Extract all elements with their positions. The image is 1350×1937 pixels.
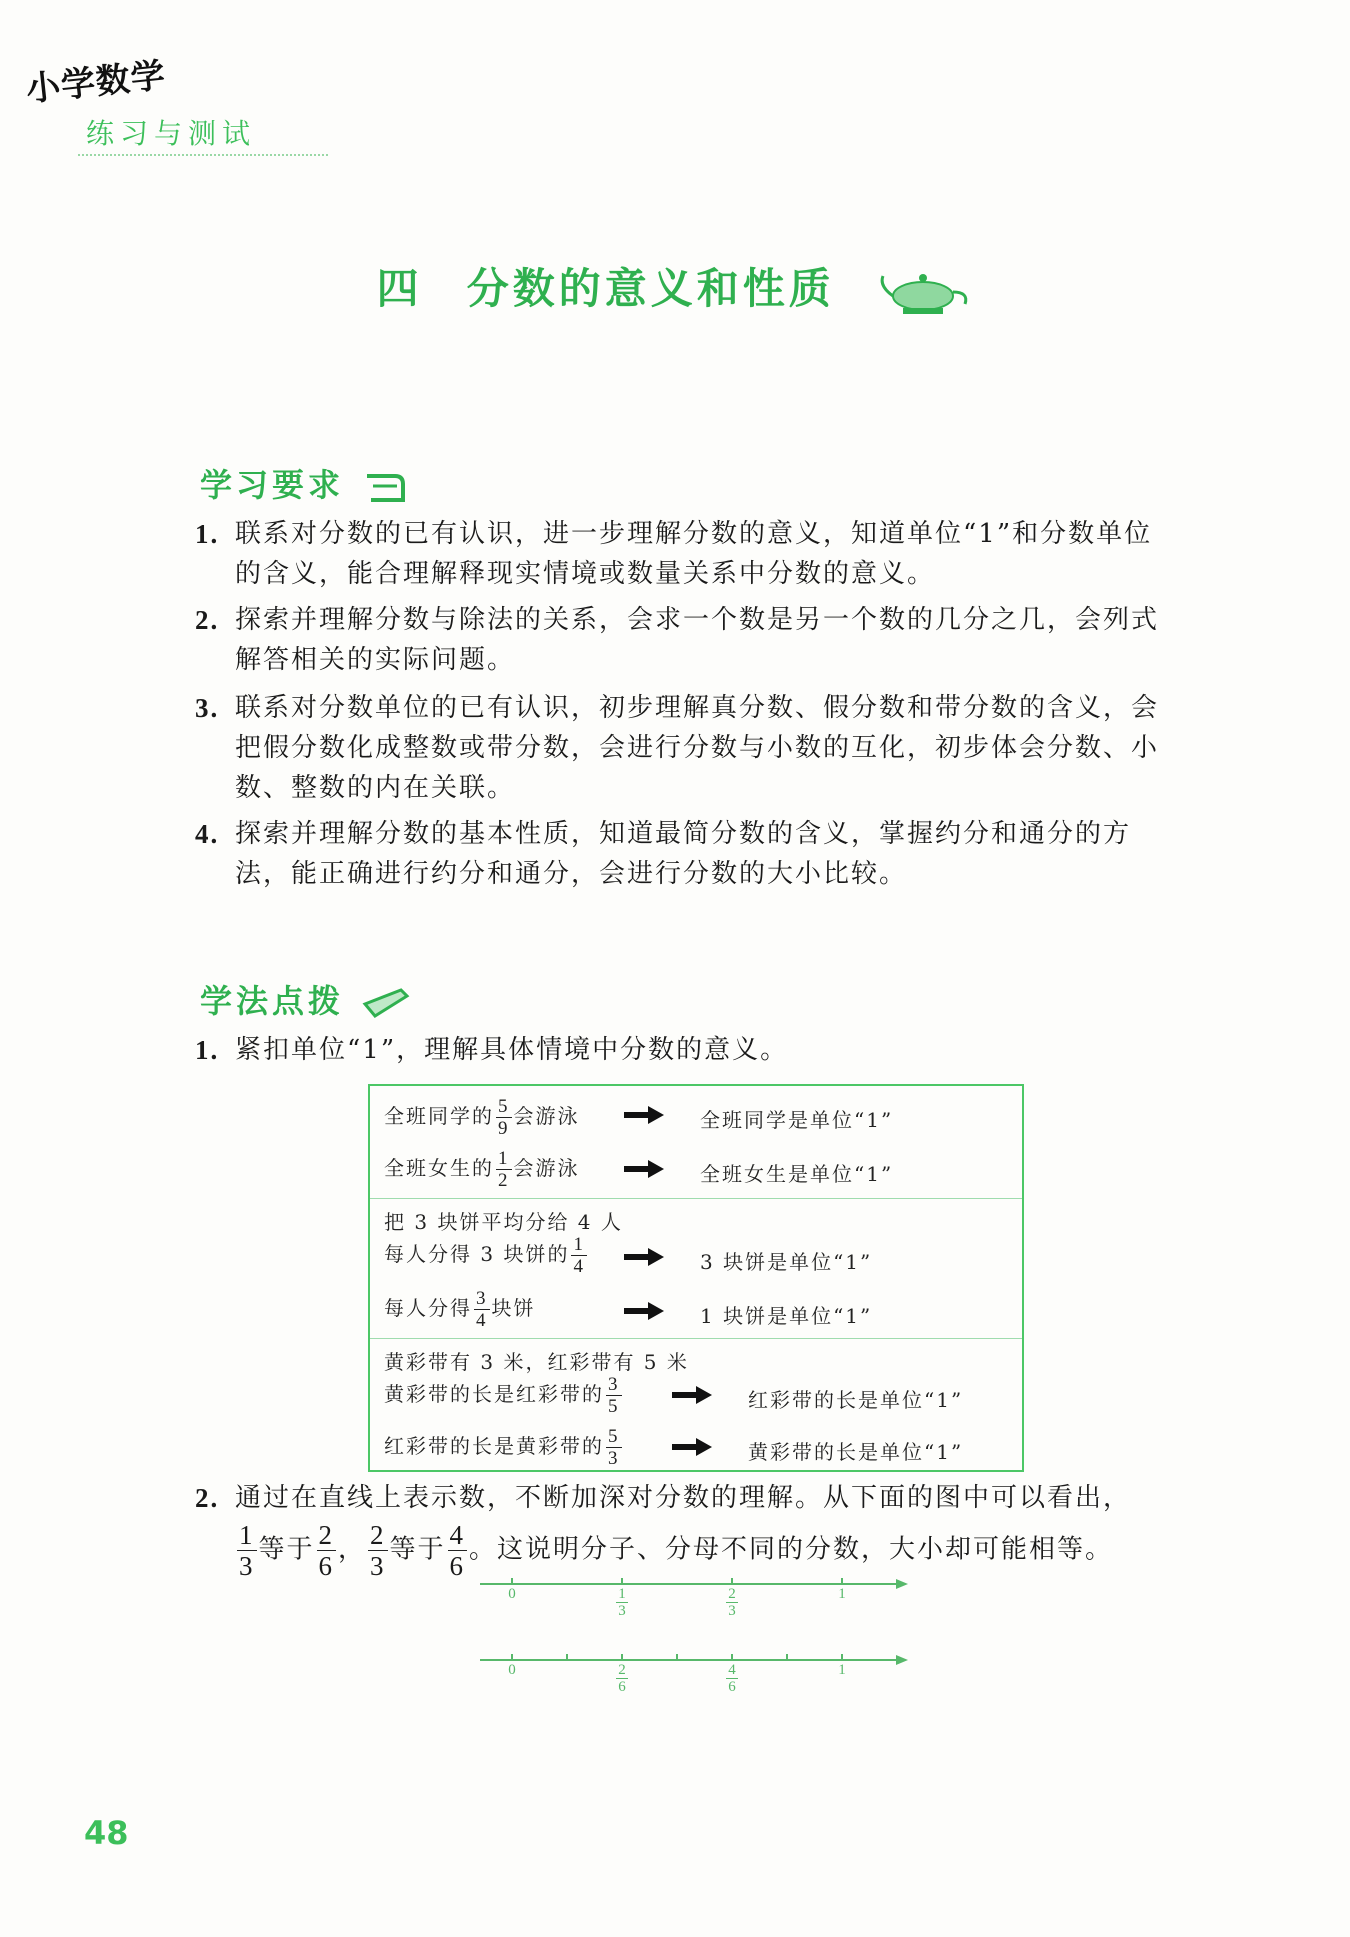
table-row: 每人分得 $\frac{3}{4}$ 块饼 <box>384 1288 536 1331</box>
table-result: 3 块饼是单位“1” <box>700 1250 873 1274</box>
unit-one-table <box>368 1084 1024 1472</box>
method-item-2-equation: $\frac{1}{3}$ 等于 $\frac{2}{6}$ ， $\frac{2}{3}$ 等于 $\frac{4}{6}$ 。这说明分子、分母不同的分数，大小却可能相等。 <box>239 1520 1114 1581</box>
tick-label: 1 <box>838 1586 846 1602</box>
book-icon <box>363 470 407 506</box>
chapter-number: 四 <box>376 264 423 313</box>
chapter-title <box>0 256 1350 322</box>
arrow-right-icon <box>624 1302 664 1320</box>
tick-label: 0 <box>508 1662 516 1678</box>
teapot-icon <box>873 262 973 322</box>
table-result: 1 块饼是单位“1” <box>700 1304 873 1328</box>
arrow-right-icon <box>624 1160 664 1178</box>
table-row: 全班女生的 $\frac{1}{2}$ 会游泳 <box>384 1148 580 1191</box>
requirement-item: 2. 探索并理解分数与除法的关系，会求一个数是另一个数的几分之几，会列式解答相关的实际问题。 <box>195 605 1160 675</box>
arrow-right-icon <box>624 1106 664 1124</box>
table-row: 红彩带的长是黄彩带的 $\frac{5}{3}$ <box>384 1426 620 1469</box>
tick-label: 0 <box>508 1586 516 1602</box>
requirement-item: 1. 联系对分数的已有认识，进一步理解分数的意义，知道单位“1”和分数单位的含义，能合理解释现实情境或数量关系中分数的意义。 <box>195 519 1153 589</box>
page-number: 48 <box>84 1814 129 1852</box>
method-item-2: 2. 通过在直线上表示数，不断加深对分数的理解。从下面的图中可以看出， <box>195 1483 1132 1513</box>
series-title: 小学数学 <box>24 55 168 110</box>
requirement-item: 3. 联系对分数单位的已有认识，初步理解真分数、假分数和带分数的含义，会把假分数化成整数或带分数，会进行分数与小数的互化，初步体会分数、小数、整数的内在关联。 <box>195 693 1160 803</box>
number-line-thirds <box>480 1576 910 1646</box>
table-result: 红彩带的长是单位“1” <box>748 1388 964 1412</box>
table-group-heading: 黄彩带有 3 米，红彩带有 5 米 <box>384 1350 689 1374</box>
table-row: 每人分得 3 块饼的 $\frac{1}{4}$ <box>384 1234 585 1277</box>
arrow-right-icon <box>672 1386 712 1404</box>
table-row: 黄彩带的长是红彩带的 $\frac{3}{5}$ <box>384 1374 620 1417</box>
requirement-item: 4. 探索并理解分数的基本性质，知道最简分数的含义，掌握约分和通分的方法，能正确进行约分和通分，会进行分数的大小比较。 <box>195 819 1132 889</box>
table-divider <box>370 1198 1022 1199</box>
tick-label: 1 <box>838 1662 846 1678</box>
table-group-heading: 把 3 块饼平均分给 4 人 <box>384 1210 623 1234</box>
section-title-method: 学法点拨 <box>200 976 411 1022</box>
chapter-name: 分数的意义和性质 <box>466 264 835 313</box>
tick-label: $\frac{4}{6}$ <box>728 1662 736 1695</box>
tick-label: $\frac{2}{3}$ <box>728 1586 736 1619</box>
number-line-sixths <box>480 1652 910 1722</box>
table-result: 全班女生是单位“1” <box>700 1162 894 1186</box>
table-result: 黄彩带的长是单位“1” <box>748 1440 964 1464</box>
arrow-right-icon <box>672 1438 712 1456</box>
section-title-requirements: 学习要求 <box>200 460 407 506</box>
pencil-icon <box>361 986 411 1022</box>
method-item-1: 1. 紧扣单位“1”，理解具体情境中分数的意义。 <box>195 1035 789 1065</box>
arrow-right-icon <box>624 1248 664 1266</box>
table-result: 全班同学是单位“1” <box>700 1108 894 1132</box>
tick-label: $\frac{1}{3}$ <box>618 1586 626 1619</box>
header-divider <box>78 154 328 156</box>
series-subtitle: 练习与测试 <box>86 117 257 150</box>
table-row: 全班同学的 $\frac{5}{9}$ 会游泳 <box>384 1096 580 1139</box>
tick-label: $\frac{2}{6}$ <box>618 1662 626 1695</box>
table-divider <box>370 1338 1022 1339</box>
